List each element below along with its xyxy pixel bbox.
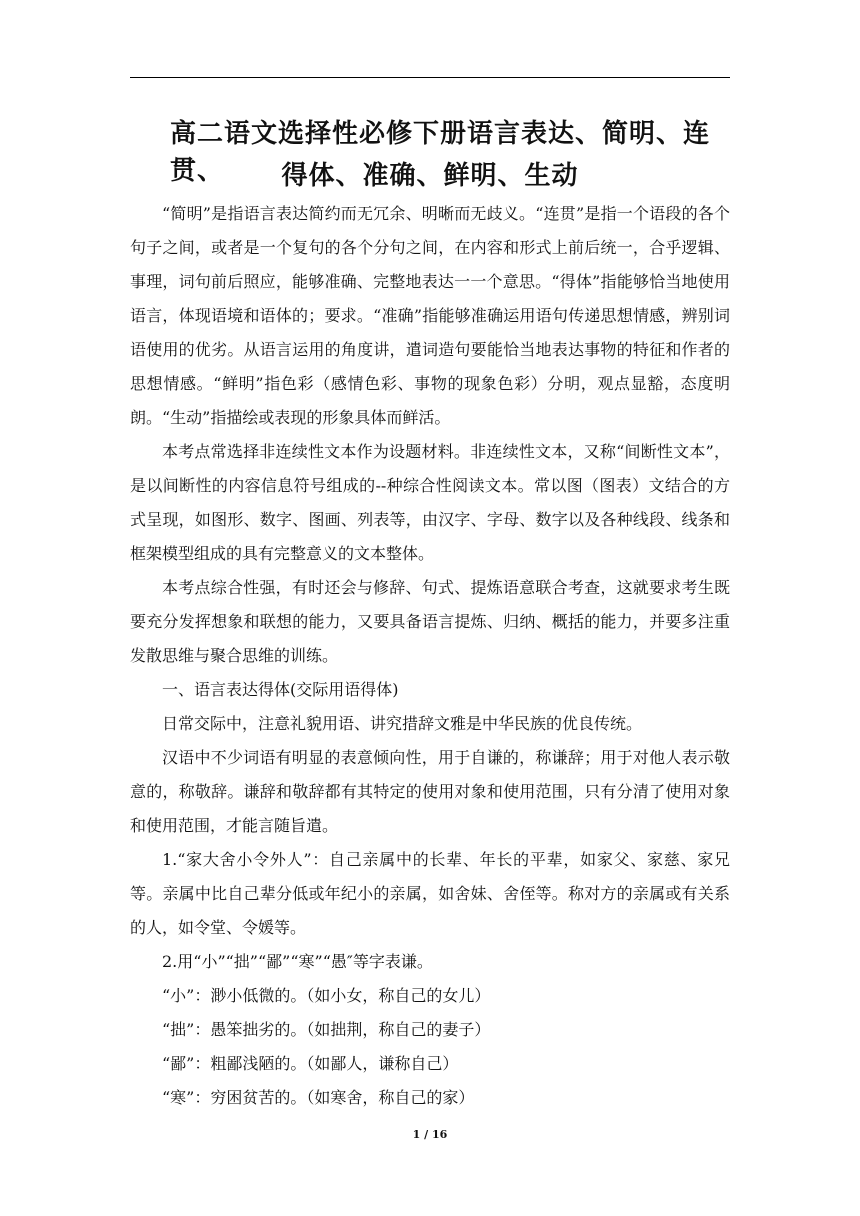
example-han: “寒”：穷困贫苦的。（如寒舍，称自己的家） — [162, 1088, 475, 1107]
document-title-line-2: 得体、准确、鲜明、生动 — [281, 161, 579, 191]
paragraph-noncontinuous-text: 本考点常选择非连续性文本作为设题材料。非连续性文本，又称“间断性文本”，是以间断性的内容信息符号组成的--种综合性阅读文本。常以图（图表）文结合的方式呈现，如图形、数字、图画、列表等，由汉字、字母、数字以及各种线段、线条和框架模型组成的具有完整意义的文本整体。 — [130, 442, 730, 563]
paragraph-etiquette: 日常交际中，注意礼貌用语、讲究措辞文雅是中华民族的优良传统。 — [162, 714, 643, 733]
document-body — [130, 197, 730, 1115]
paragraph-humble-honorific: 汉语中不少词语有明显的表意倾向性，用于自谦的，称谦辞；用于对他人表示敬意的，称敬辞。谦辞和敬辞都有其特定的使用对象和使用范围，只有分清了使用对象和使用范围，才能言随旨遣。 — [130, 748, 730, 835]
document-title-line-1: 高二语文选择性必修下册语言表达、简明、连贯、 — [170, 119, 711, 186]
list-item-2: 2.用“小”“拙”“鄙”“寒”“愚″等字表谦。 — [162, 952, 433, 971]
list-item-1: 1.“家大舍小令外人”：自己亲属中的长辈、年长的平辈，如家父、家慈、家兄等。亲属中比自己辈分低或年纪小的亲属，如舍妹、舍侄等。称对方的亲属或有关系的人，如令堂、令媛等。 — [130, 850, 730, 937]
example-bi: “鄙”：粗鄙浅陋的。（如鄙人，谦称自己） — [162, 1054, 459, 1073]
paragraph-definitions: “简明”是指语言表达简约而无冗余、明晰而无歧义。“连贯”是指一个语段的各个句子之间，或者是一个复句的各个分句之间，在内容和形式上前后统一，合乎逻辑、事理，词句前后照应，能够准确、完整地表达一一个意思。“得体”指能够恰当地使用语言，体现语境和语体的；要求。“准确”指能够准确运用语句传递思想情感，辨别词语使用的优劣。从语言运用的角度讲，遣词造句要能恰当地表达事物的特征和作者的思想情感。“鲜明”指色彩（感情色彩、事物的现象色彩）分明，观点显豁，态度明朗。“生动”指描绘或表现的形象具体而鲜活。 — [130, 204, 730, 427]
example-zhuo: “拙”：愚笨拙劣的。（如拙荆，称自己的妻子） — [162, 1020, 491, 1039]
page-number: 1 / 16 — [412, 1128, 448, 1141]
paragraph-comprehensive: 本考点综合性强，有时还会与修辞、句式、提炼语意联合考查，这就要求考生既要充分发挥想象和联想的能力，又要具备语言提炼、归纳、概括的能力，并要多注重发散思维与聚合思维的训练。 — [130, 578, 730, 665]
example-xiao: “小”：渺小低微的。（如小女，称自己的女儿） — [162, 986, 491, 1005]
section-heading-appropriateness: 一、语言表达得体(交际用语得体) — [162, 680, 399, 699]
header-rule — [130, 77, 730, 78]
